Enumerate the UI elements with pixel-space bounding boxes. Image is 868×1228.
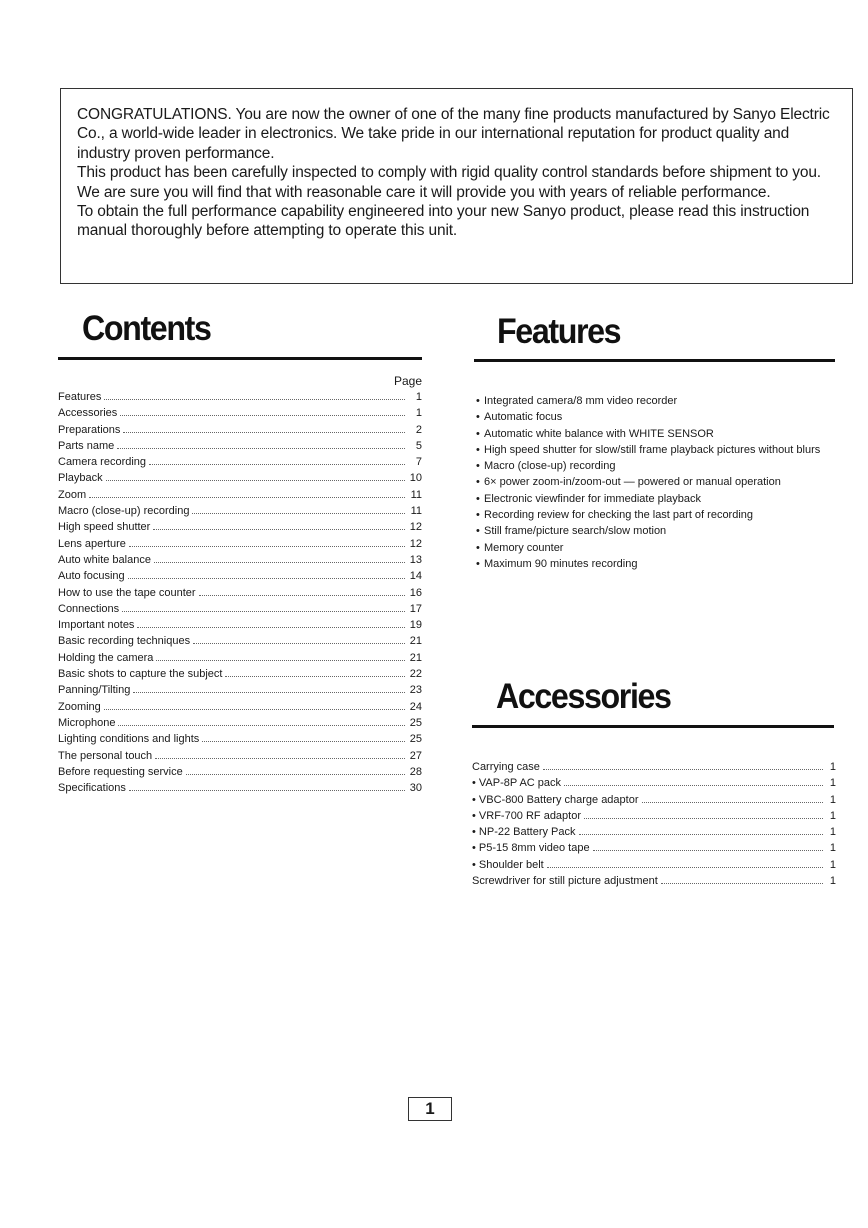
contents-item-page: 27 [409, 749, 422, 762]
dot-leader [104, 390, 405, 400]
dot-leader [543, 760, 823, 770]
contents-row [58, 651, 422, 667]
contents-item-label: Macro (close-up) recording [58, 505, 190, 518]
contents-item-label: Microphone [58, 716, 116, 729]
contents-item-label: The personal touch [58, 749, 153, 762]
dot-leader [117, 439, 405, 449]
contents-item-label: Lighting conditions and lights [58, 733, 200, 746]
dot-leader [547, 858, 823, 868]
contents-row [58, 765, 422, 781]
contents-item-label: Panning/Tilting [58, 684, 131, 697]
contents-item-label: Auto focusing [58, 570, 125, 583]
contents-item-label: Important notes [58, 619, 135, 632]
dot-leader [661, 874, 823, 884]
dot-leader [155, 749, 405, 759]
dot-leader [104, 700, 405, 710]
contents-row [58, 504, 422, 520]
page-number: 1 [408, 1097, 452, 1121]
contents-row [58, 455, 422, 471]
contents-item-label: Basic recording techniques [58, 635, 191, 648]
feature-item: • High speed shutter for slow/still frame playback pictures without blurs [476, 442, 841, 458]
contents-item-page: 30 [409, 782, 422, 795]
accessory-page: 1 [829, 777, 836, 790]
intro-paragraph-1: CONGRATULATIONS. You are now the owner of one of the many fine products manufactured by Sanyo Electric Co., a world-wide leader in electronics. We take pride in our international reputation for product quality and industry proven performance. [77, 106, 830, 162]
accessory-row [472, 776, 836, 792]
contents-item-label: Preparations [58, 423, 121, 436]
dot-leader [123, 423, 405, 433]
accessory-label: • P5-15 8mm video tape [472, 842, 590, 855]
contents-item-page: 2 [415, 423, 422, 436]
dot-leader [564, 776, 823, 786]
contents-item-page: 22 [409, 668, 422, 681]
contents-row [58, 537, 422, 553]
dot-leader [202, 732, 405, 742]
contents-list [58, 374, 422, 797]
dot-leader [129, 537, 405, 547]
contents-row [58, 683, 422, 699]
accessory-label: • VBC-800 Battery charge adaptor [472, 793, 639, 806]
contents-row [58, 602, 422, 618]
accessories-list [472, 760, 836, 890]
contents-row [58, 634, 422, 650]
contents-row [58, 781, 422, 797]
dot-leader [120, 406, 405, 416]
contents-item-page: 12 [409, 537, 422, 550]
feature-item: • Electronic viewfinder for immediate playback [476, 491, 841, 507]
dot-leader [137, 618, 405, 628]
features-list [476, 393, 841, 572]
accessory-page: 1 [829, 761, 836, 773]
contents-row [58, 471, 422, 487]
contents-row [58, 553, 422, 569]
contents-row [58, 732, 422, 748]
feature-item: • Automatic focus [476, 409, 841, 425]
accessory-page: 1 [829, 858, 836, 871]
dot-leader [89, 488, 405, 498]
contents-row [58, 406, 422, 422]
contents-row [58, 749, 422, 765]
accessory-row [472, 809, 836, 825]
contents-row [58, 520, 422, 536]
contents-item-page: 28 [409, 765, 422, 778]
contents-row [58, 716, 422, 732]
dot-leader [199, 586, 405, 596]
dot-leader [154, 553, 405, 563]
accessory-page: 1 [829, 875, 836, 888]
feature-item: • Maximum 90 minutes recording [476, 556, 841, 572]
contents-item-page: 19 [409, 619, 422, 632]
dot-leader [106, 471, 405, 481]
accessory-row [472, 793, 836, 809]
contents-item-page: 11 [410, 488, 422, 501]
contents-item-page: 21 [409, 651, 422, 664]
accessory-label: • NP-22 Battery Pack [472, 826, 576, 839]
contents-item-label: Parts name [58, 439, 115, 452]
dot-leader [584, 809, 823, 819]
accessories-rule [472, 725, 834, 728]
accessory-row [472, 825, 836, 841]
contents-item-label: Auto white balance [58, 553, 151, 566]
dot-leader [129, 781, 405, 791]
dot-leader [593, 841, 823, 851]
accessory-row [472, 841, 836, 857]
feature-item: • Still frame/picture search/slow motion [476, 523, 841, 539]
contents-row [58, 700, 422, 716]
contents-item-page: 5 [415, 439, 422, 452]
contents-item-label: Playback [58, 472, 103, 485]
feature-item: • Memory counter [476, 540, 841, 556]
contents-item-label: High speed shutter [58, 521, 151, 534]
dot-leader [186, 765, 405, 775]
accessory-label: Screwdriver for still picture adjustment [472, 875, 658, 888]
accessory-label: Carrying case [472, 761, 540, 773]
contents-row [58, 586, 422, 602]
contents-item-label: Camera recording [58, 456, 147, 469]
dot-leader [133, 683, 405, 693]
accessory-page: 1 [829, 826, 836, 839]
contents-row [58, 488, 422, 504]
contents-rule [58, 357, 422, 360]
contents-item-page: 13 [409, 553, 422, 566]
dot-leader [128, 569, 405, 579]
intro-paragraph-2: This product has been carefully inspected to comply with rigid quality control standards before shipment to you. We are sure you will find that with reasonable care it will provide you with years of reliable performance. [77, 164, 821, 201]
contents-item-page: 16 [409, 586, 422, 599]
intro-paragraph-3: To obtain the full performance capability engineered into your new Sanyo product, please read this instruction manual thoroughly before attempting to operate this unit. [77, 203, 810, 240]
dot-leader [579, 825, 823, 835]
contents-row [58, 667, 422, 683]
dot-leader [118, 716, 405, 726]
contents-item-label: Connections [58, 602, 120, 615]
contents-item-label: Before requesting service [58, 765, 183, 778]
contents-item-label: Lens aperture [58, 537, 126, 550]
accessory-label: • Shoulder belt [472, 858, 544, 871]
contents-item-page: 10 [409, 472, 422, 485]
contents-item-label: Zooming [58, 700, 101, 713]
contents-item-page: 17 [409, 602, 422, 615]
feature-item: • Integrated camera/8 mm video recorder [476, 393, 841, 409]
dot-leader [642, 793, 824, 803]
accessory-page: 1 [829, 842, 836, 855]
accessory-row [472, 760, 836, 776]
contents-item-label: Zoom [58, 488, 87, 501]
contents-item-page: 12 [409, 521, 422, 534]
features-heading: Features [497, 312, 621, 351]
accessory-label: • VRF-700 RF adaptor [472, 809, 582, 822]
contents-item-page: 25 [409, 716, 422, 729]
accessory-row [472, 858, 836, 874]
contents-row [58, 423, 422, 439]
contents-heading: Contents [82, 309, 211, 348]
dot-leader [192, 504, 405, 514]
contents-item-page: 21 [409, 635, 422, 648]
feature-item: • Macro (close-up) recording [476, 458, 841, 474]
intro-notice [60, 88, 853, 284]
contents-item-page: 7 [415, 456, 422, 469]
contents-item-page: 23 [409, 684, 422, 697]
accessory-row [472, 874, 836, 890]
contents-item-page: 1 [415, 391, 422, 403]
dot-leader [225, 667, 405, 677]
accessory-label: • VAP-8P AC pack [472, 777, 562, 790]
contents-item-label: Basic shots to capture the subject [58, 668, 223, 681]
dot-leader [156, 651, 405, 661]
contents-row [58, 439, 422, 455]
accessory-page: 1 [829, 809, 836, 822]
contents-item-label: How to use the tape counter [58, 586, 196, 599]
contents-item-page: 1 [415, 407, 422, 420]
dot-leader [149, 455, 405, 465]
feature-item: • Automatic white balance with WHITE SENSOR [476, 426, 841, 442]
contents-item-page: 25 [409, 733, 422, 746]
contents-item-label: Holding the camera [58, 651, 154, 664]
contents-item-page: 14 [409, 570, 422, 583]
contents-item-label: Features [58, 391, 102, 403]
accessories-heading: Accessories [496, 677, 671, 716]
contents-item-label: Specifications [58, 782, 126, 795]
contents-item-page: 24 [409, 700, 422, 713]
dot-leader [153, 520, 405, 530]
feature-item: • Recording review for checking the last part of recording [476, 507, 841, 523]
contents-row [58, 618, 422, 634]
accessory-page: 1 [829, 793, 836, 806]
contents-row [58, 569, 422, 585]
contents-item-label: Accessories [58, 407, 118, 420]
contents-item-page: 11 [410, 505, 422, 518]
contents-page-label: Page [393, 374, 422, 388]
dot-leader [193, 634, 405, 644]
feature-item: • 6× power zoom-in/zoom-out — powered or manual operation [476, 474, 841, 490]
features-rule [474, 359, 835, 362]
contents-row [58, 390, 422, 406]
dot-leader [122, 602, 405, 612]
